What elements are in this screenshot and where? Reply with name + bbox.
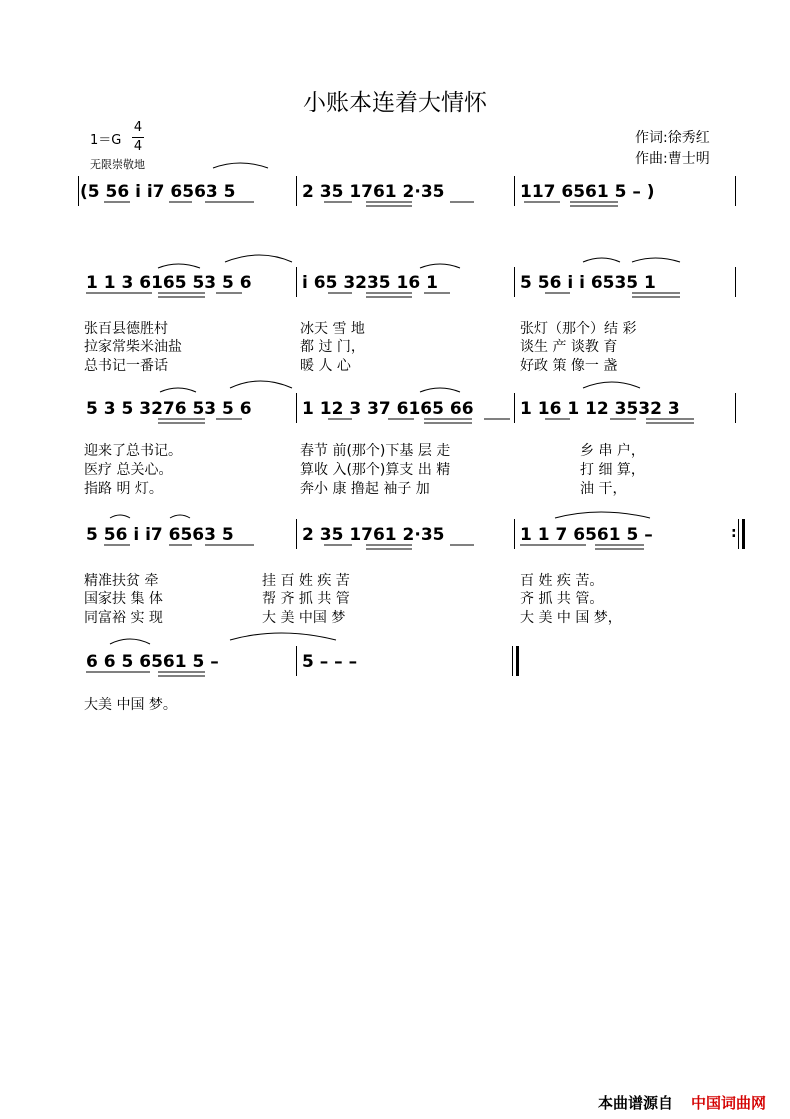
lyric-line: 总书记一番话 (84, 358, 168, 374)
measure-group: 2 35 1761 2·35 (302, 525, 445, 545)
lyric-line: 都 过 门， (300, 339, 365, 355)
measure-group: 5 3 5 3276 53 5 6 (86, 399, 252, 419)
lyric-line: 大 美 中国 梦 (262, 610, 346, 626)
measure-group: 2 35 1761 2·35 (302, 182, 445, 202)
lyric-line: 暖 人 心 (300, 358, 351, 374)
lyricist-credit: 作词:徐秀红 (635, 130, 710, 146)
time-signature-top: 4 (133, 120, 143, 135)
measure-group: 117 6561 5 – ) (520, 182, 655, 202)
music-line-2 (0, 267, 790, 299)
lyric-line: 大 美 中 国 梦， (520, 610, 622, 626)
music-line-1 (0, 176, 790, 208)
measure-group: 5 56 i i 6535 1 (520, 273, 656, 293)
time-signature (132, 120, 144, 155)
lyric-line: 打 细 算， (580, 462, 645, 478)
lyric-line: 齐 抓 共 管。 (520, 591, 604, 607)
measure-group: i 65 3235 16 1 (302, 273, 438, 293)
lyric-line: 好政 策 像一 盏 (520, 358, 618, 374)
time-signature-bottom: 4 (133, 139, 143, 154)
lyric-line: 奔小 康 撸起 袖子 加 (300, 481, 430, 497)
measure-group: 1 1 7 6561 5 – (520, 525, 653, 545)
lyric-line: 帮 齐 抓 共 管 (262, 591, 350, 607)
lyric-line: 乡 串 户， (580, 443, 645, 459)
page-title: 小账本连着大情怀 (303, 90, 487, 116)
measure-group: 1 16 1 12 3532 3 (520, 399, 680, 419)
measure-group: (5 56 i i7 6563 5 (80, 182, 236, 202)
lyric-line: 国家扶 集 体 (84, 591, 163, 607)
lyric-line: 精准扶贫 牵 (84, 573, 159, 589)
music-line-3 (0, 393, 790, 425)
lyric-line: 算收 入(那个)算支 出 精 (300, 462, 451, 478)
music-line-4 (0, 519, 790, 551)
measure-group: 6 6 5 6561 5 – (86, 652, 219, 672)
key-signature: 1＝G (90, 133, 122, 148)
lyric-line: 指路 明 灯。 (84, 481, 163, 497)
footer-site-link[interactable]: 中国词曲网 (690, 1094, 766, 1112)
lyric-line: 百 姓 疾 苦。 (520, 573, 604, 589)
measure-group: 1 12 3 37 6165 66 (302, 399, 474, 419)
measure-group: 1 1 3 6165 53 5 6 (86, 273, 252, 293)
composer-credit: 作曲:曹士明 (635, 151, 710, 167)
lyric-line: 冰天 雪 地 (300, 321, 365, 337)
measure-group: 5 – – – (302, 652, 358, 672)
footer-source (598, 1092, 766, 1113)
footer-source-text: 本曲谱源自 (597, 1094, 673, 1112)
lyric-line: 谈生 产 谈教 育 (520, 339, 618, 355)
lyric-line: 春节 前(那个)下基 层 走 (300, 443, 451, 459)
music-line-5 (0, 646, 790, 678)
lyric-line: 挂 百 姓 疾 苦 (262, 573, 350, 589)
lyric-line: 大美 中国 梦。 (84, 697, 177, 713)
repeat-dots: : (731, 525, 737, 541)
measure-group: 5 56 i i7 6563 5 (86, 525, 234, 545)
lyric-line: 医疗 总关心。 (84, 462, 173, 478)
lyric-line: 油 干， (580, 481, 627, 497)
lyric-line: 张百县德胜村 (84, 321, 168, 337)
lyric-line: 拉家常柴米油盐 (84, 339, 182, 355)
lyric-line: 同富裕 实 现 (84, 610, 163, 626)
lyric-line: 迎来了总书记。 (84, 443, 182, 459)
expression-marking: 无限崇敬地 (90, 158, 145, 171)
lyric-line: 张灯（那个）结 彩 (520, 321, 637, 337)
